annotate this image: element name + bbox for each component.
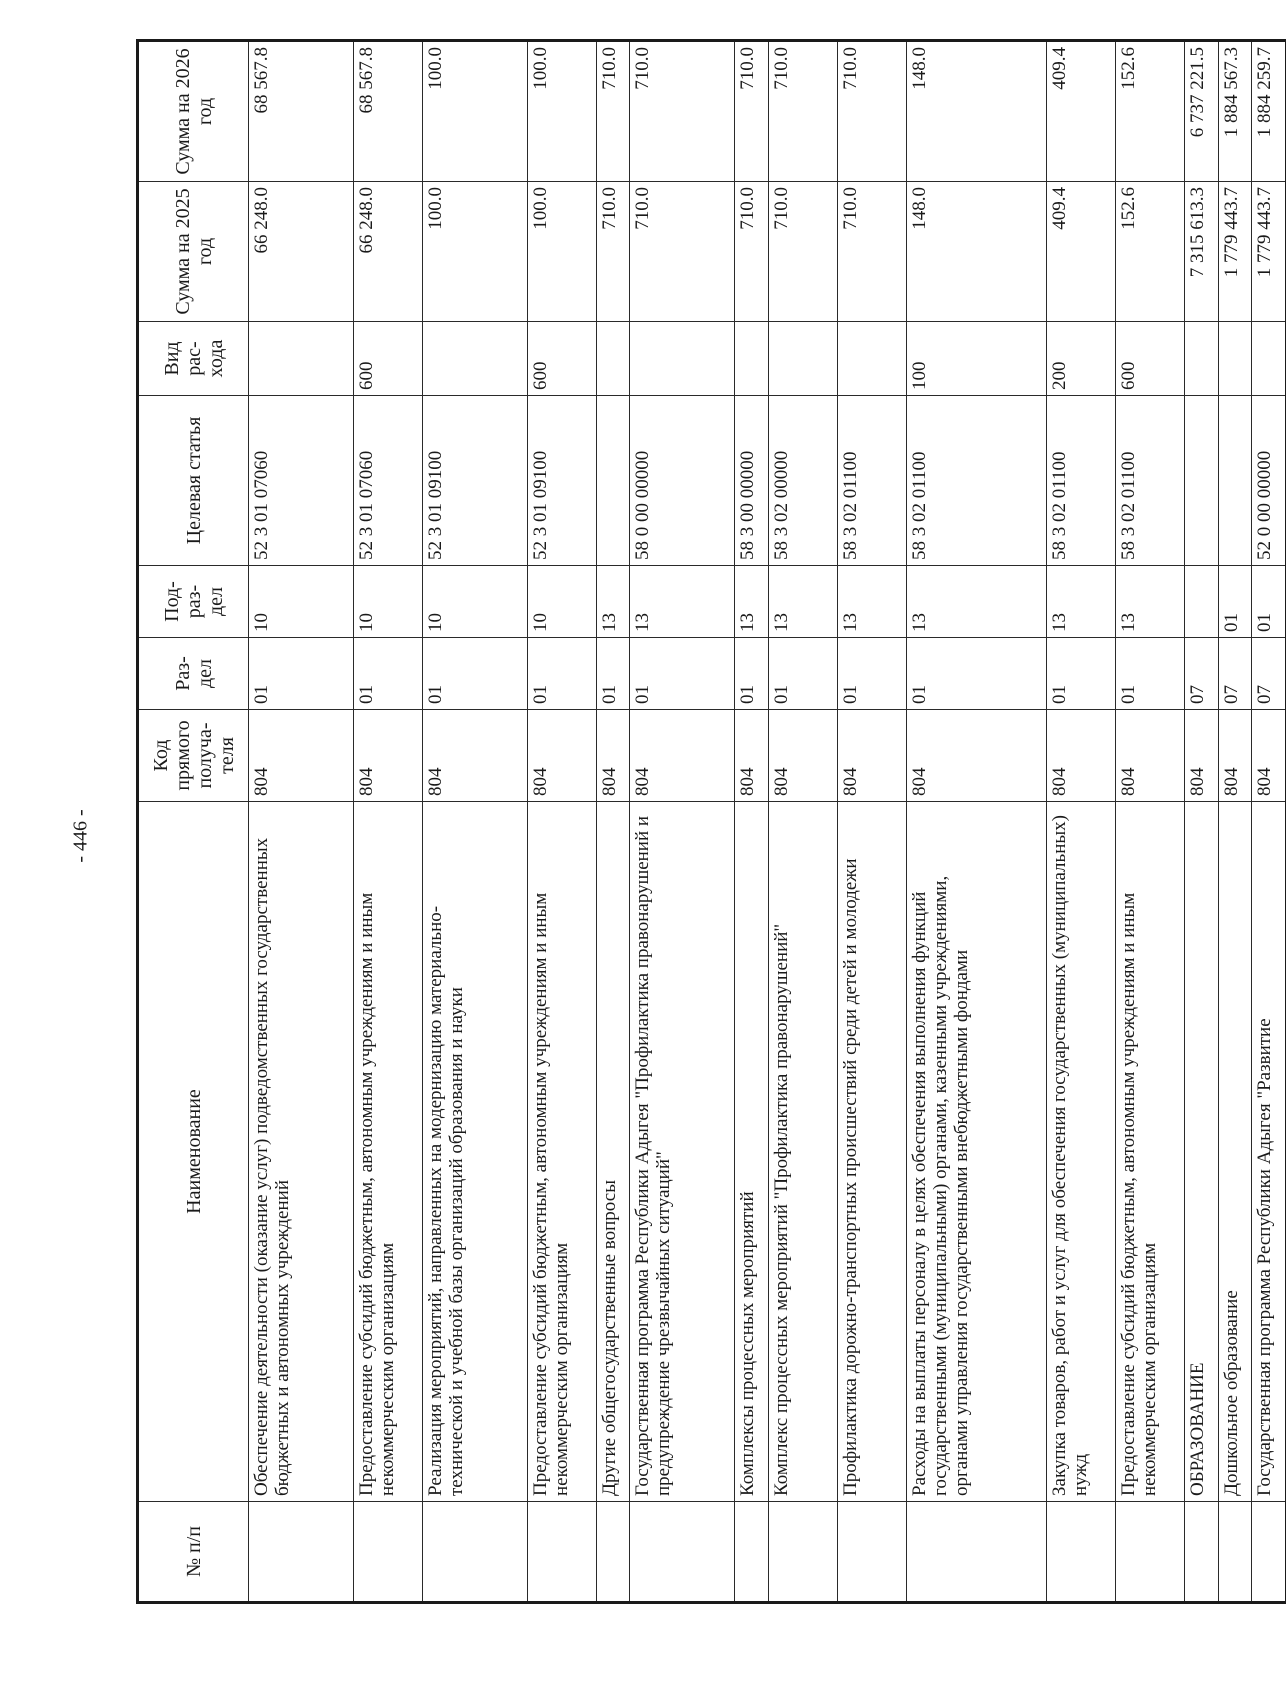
cell-sum2025: 7 315 613.3 [1185,182,1219,322]
cell-name: ОБРАЗОВАНИЕ [1185,802,1219,1502]
cell-name: Комплекс процессных мероприятий "Профилактика правонарушений" [768,802,837,1502]
cell-celevaya: 58 3 02 01100 [1116,396,1185,566]
header-sum2025: Сумма на 2025 год [139,182,249,322]
cell-kod: 804 [768,710,837,802]
cell-no [249,1502,354,1602]
cell-vid [768,322,837,396]
cell-vid [837,322,906,396]
cell-kod: 804 [422,710,527,802]
cell-kod: 804 [1047,710,1116,802]
table-row [353,42,422,1602]
cell-celevaya: 52 0 00 00000 [1252,396,1286,566]
cell-name: Комплексы процессных мероприятий [734,802,768,1502]
cell-no [596,1502,630,1602]
cell-name: Обеспечение деятельности (оказание услуг) подведомственных государственных бюджетных и автономных учреждений [249,802,354,1502]
cell-sum2026: 710.0 [837,42,906,182]
cell-razdel: 01 [1116,638,1185,710]
cell-vid [1218,322,1252,396]
cell-celevaya [1218,396,1252,566]
cell-no [837,1502,906,1602]
cell-podrazdel: 13 [1047,566,1116,638]
cell-razdel: 01 [768,638,837,710]
cell-celevaya: 52 3 01 09100 [527,396,596,566]
cell-sum2026: 1 884 567.3 [1218,42,1252,182]
cell-celevaya: 58 3 02 00000 [768,396,837,566]
cell-vid [1185,322,1219,396]
page-number: - 446 - [69,809,92,863]
cell-razdel: 01 [1047,638,1116,710]
header-celevaya: Целевая статья [139,396,249,566]
cell-razdel: 01 [596,638,630,710]
cell-podrazdel: 13 [768,566,837,638]
table-row [1218,42,1252,1602]
cell-kod: 804 [596,710,630,802]
cell-sum2026: 710.0 [596,42,630,182]
cell-sum2025: 100.0 [422,182,527,322]
cell-sum2025: 66 248.0 [353,182,422,322]
table-body [249,42,1286,1602]
cell-vid [1252,322,1286,396]
cell-celevaya [1185,396,1219,566]
cell-no [1116,1502,1185,1602]
cell-sum2025: 100.0 [527,182,596,322]
cell-name: Другие общегосударственные вопросы [596,802,630,1502]
cell-no [734,1502,768,1602]
cell-razdel: 01 [249,638,354,710]
cell-name: Предоставление субсидий бюджетным, автономным учреждениям и иным некоммерческим организациям [1116,802,1185,1502]
table-row [1252,42,1286,1602]
header-name: Наименование [139,802,249,1502]
cell-sum2026: 68 567.8 [353,42,422,182]
cell-podrazdel: 10 [422,566,527,638]
cell-kod: 804 [630,710,735,802]
cell-sum2025: 710.0 [596,182,630,322]
header-sum2026: Сумма на 2026 год [139,42,249,182]
cell-celevaya: 58 3 02 01100 [906,396,1047,566]
cell-name: Предоставление субсидий бюджетным, автономным учреждениям и иным некоммерческим организациям [353,802,422,1502]
cell-name: Расходы на выплаты персоналу в целях обеспечения выполнения функций государственными (муниципальными) органами, казенными учреждениями, органами управления государственными внебюджетными фондами [906,802,1047,1502]
cell-sum2025: 710.0 [768,182,837,322]
cell-no [1218,1502,1252,1602]
cell-podrazdel: 10 [353,566,422,638]
cell-no [906,1502,1047,1602]
table-row [1047,42,1116,1602]
table-row [768,42,837,1602]
table-row [527,42,596,1602]
cell-sum2026: 100.0 [527,42,596,182]
cell-razdel: 01 [906,638,1047,710]
cell-sum2025: 148.0 [906,182,1047,322]
cell-no [353,1502,422,1602]
cell-razdel: 07 [1218,638,1252,710]
table-row [1116,42,1185,1602]
cell-no [768,1502,837,1602]
cell-podrazdel [1185,566,1219,638]
cell-celevaya: 52 3 01 07060 [353,396,422,566]
cell-sum2025: 1 779 443.7 [1252,182,1286,322]
cell-razdel: 01 [422,638,527,710]
cell-kod: 804 [527,710,596,802]
header-kod: Код прямого получа-теля [139,710,249,802]
cell-vid [630,322,735,396]
cell-name: Дошкольное образование [1218,802,1252,1502]
cell-vid [249,322,354,396]
cell-name: Реализация мероприятий, направленных на модернизацию материально-технической и учебной базы организаций образования и науки [422,802,527,1502]
cell-name: Предоставление субсидий бюджетным, автономным учреждениям и иным некоммерческим организациям [527,802,596,1502]
table-row [837,42,906,1602]
cell-sum2025: 152.6 [1116,182,1185,322]
header-vid: Вид рас-хода [139,322,249,396]
cell-vid [734,322,768,396]
table-row [630,42,735,1602]
table-row [734,42,768,1602]
cell-name: Закупка товаров, работ и услуг для обеспечения государственных (муниципальных) нужд [1047,802,1116,1502]
cell-sum2025: 710.0 [837,182,906,322]
cell-sum2025: 1 779 443.7 [1218,182,1252,322]
cell-sum2025: 710.0 [630,182,735,322]
cell-sum2025: 409.4 [1047,182,1116,322]
cell-sum2026: 152.6 [1116,42,1185,182]
cell-sum2025: 710.0 [734,182,768,322]
cell-kod: 804 [353,710,422,802]
cell-name: Профилактика дорожно-транспортных происшествий среди детей и молодежи [837,802,906,1502]
cell-razdel: 01 [527,638,596,710]
cell-celevaya: 58 3 02 01100 [837,396,906,566]
cell-podrazdel: 01 [1252,566,1286,638]
cell-vid [422,322,527,396]
cell-razdel: 01 [734,638,768,710]
cell-sum2026: 710.0 [768,42,837,182]
cell-sum2026: 6 737 221.5 [1185,42,1219,182]
cell-kod: 804 [1218,710,1252,802]
header-no: № п/п [139,1502,249,1602]
cell-podrazdel: 13 [630,566,735,638]
table-row [249,42,354,1602]
budget-table [138,41,1286,1602]
cell-celevaya: 58 3 02 01100 [1047,396,1116,566]
cell-razdel: 01 [630,638,735,710]
cell-podrazdel: 10 [249,566,354,638]
cell-vid [596,322,630,396]
cell-kod: 804 [1252,710,1286,802]
cell-podrazdel: 13 [906,566,1047,638]
cell-no [1185,1502,1219,1602]
cell-kod: 804 [1185,710,1219,802]
cell-no [630,1502,735,1602]
cell-sum2026: 68 567.8 [249,42,354,182]
header-razdel: Раз-дел [139,638,249,710]
cell-podrazdel: 13 [734,566,768,638]
cell-name: Государственная программа Республики Адыгея "Профилактика правонарушений и предупреждение чрезвычайных ситуаций" [630,802,735,1502]
cell-celevaya: 52 3 01 09100 [422,396,527,566]
cell-sum2026: 409.4 [1047,42,1116,182]
cell-razdel: 07 [1185,638,1219,710]
cell-vid: 600 [353,322,422,396]
cell-celevaya [596,396,630,566]
cell-podrazdel: 13 [837,566,906,638]
cell-no [1252,1502,1286,1602]
cell-no [527,1502,596,1602]
cell-kod: 804 [734,710,768,802]
cell-no [422,1502,527,1602]
table-row [1185,42,1219,1602]
cell-razdel: 07 [1252,638,1286,710]
cell-kod: 804 [837,710,906,802]
table-row [596,42,630,1602]
cell-sum2026: 710.0 [734,42,768,182]
table-row [422,42,527,1602]
cell-kod: 804 [906,710,1047,802]
cell-celevaya: 58 3 00 00000 [734,396,768,566]
cell-kod: 804 [249,710,354,802]
cell-podrazdel: 10 [527,566,596,638]
cell-sum2026: 148.0 [906,42,1047,182]
cell-podrazdel: 13 [1116,566,1185,638]
cell-vid: 600 [527,322,596,396]
cell-sum2026: 100.0 [422,42,527,182]
cell-sum2026: 710.0 [630,42,735,182]
cell-name: Государственная программа Республики Адыгея "Развитие [1252,802,1286,1502]
table-row [906,42,1047,1602]
cell-podrazdel: 13 [596,566,630,638]
header-podrazdel: Под-раз-дел [139,566,249,638]
cell-razdel: 01 [837,638,906,710]
cell-podrazdel: 01 [1218,566,1252,638]
cell-vid: 100 [906,322,1047,396]
cell-vid: 600 [1116,322,1185,396]
budget-table-sheet [138,47,1286,1602]
cell-sum2026: 1 884 259.7 [1252,42,1286,182]
cell-razdel: 01 [353,638,422,710]
cell-celevaya: 58 0 00 00000 [630,396,735,566]
cell-vid: 200 [1047,322,1116,396]
cell-celevaya: 52 3 01 07060 [249,396,354,566]
cell-kod: 804 [1116,710,1185,802]
cell-no [1047,1502,1116,1602]
cell-sum2025: 66 248.0 [249,182,354,322]
table-header-row [139,42,249,1602]
